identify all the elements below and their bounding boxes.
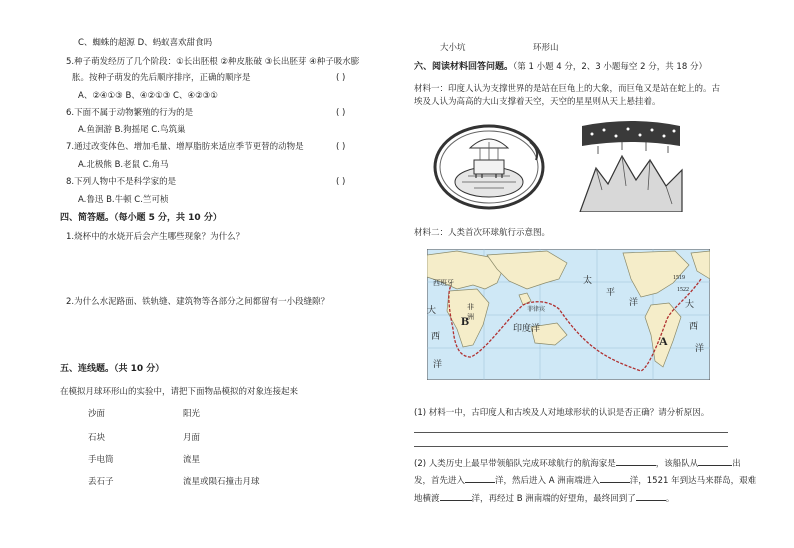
blank-second-ocean[interactable] <box>600 473 630 483</box>
section5-title: 五、连线题。（共 10 分） <box>60 364 165 374</box>
q5-text-line2: 胀。按种子萌发的先后顺序排序，正确的顺序是 <box>72 73 251 83</box>
map-label-a: A <box>659 334 668 348</box>
q2-text: (2) 人类历史上最早带领船队完成环球航行的航海家是 <box>414 459 616 469</box>
material1-line2: 埃及人认为高高的大山支撑着天空，天空的星星则从天上悬挂着。 <box>414 97 661 107</box>
question2-line2 <box>414 473 756 487</box>
section5-intro: 在模拟月球环形山的实验中，请把下面物品模拟的对象连接起来 <box>60 387 299 397</box>
q6-options: A.鱼洄游 B.狗摇尾 C.鸟筑巢 <box>78 125 186 135</box>
map-label-pacific: 太 <box>583 275 593 285</box>
question2-line3 <box>414 491 674 505</box>
q2-text: 洋，再经过 B 洲南端的好望角，最终回到了 <box>471 494 636 504</box>
map-label-africa: 非 <box>467 303 474 311</box>
match-target[interactable]: 月面 <box>183 433 201 443</box>
sky-canopy <box>582 121 680 146</box>
q2-text: ，该船队从 <box>655 459 699 469</box>
answer-line[interactable] <box>414 432 728 433</box>
map-label-atlantic-right: 洋 <box>695 343 705 353</box>
match-target[interactable]: 阳光 <box>183 409 201 419</box>
q2-text: 洋，1521 年到达马来群岛，艰难 <box>629 476 757 486</box>
blank-third-ocean[interactable] <box>440 491 472 501</box>
match-item[interactable]: 手电筒 <box>88 455 114 465</box>
q8-answer-paren[interactable]: ( ) <box>336 177 346 187</box>
q7-text: 7.通过改变体色、增加毛量、增厚脂肪来适应季节更替的动物是 <box>66 142 304 152</box>
match-item[interactable]: 石块 <box>88 433 106 443</box>
map-label-atlantic-left: 洋 <box>433 359 443 369</box>
q8-options: A.鲁迅 B.牛顿 C.竺可桢 <box>78 195 169 205</box>
question1: (1) 材料一中，古印度人和古埃及人对地球形状的认识是否正确？请分析原因。 <box>414 408 710 418</box>
top-item-crater: 环形山 <box>533 43 559 53</box>
q7-answer-paren[interactable]: ( ) <box>336 142 346 152</box>
answer-line[interactable] <box>414 446 728 447</box>
indian-cosmology-figure <box>430 120 548 212</box>
blank-return-country[interactable] <box>636 491 666 501</box>
q6-answer-paren[interactable]: ( ) <box>336 108 346 118</box>
q2-text: 出 <box>732 459 741 469</box>
map-label-atlantic-left: 大 <box>427 305 437 315</box>
material2: 材料二：人类首次环球航行示意图。 <box>414 228 551 238</box>
match-target[interactable]: 流星或陨石撞击月球 <box>183 477 260 487</box>
map-label-spain: 西班牙 <box>433 279 454 287</box>
blank-navigator[interactable] <box>616 456 656 466</box>
q2-text: 发，首先进入 <box>414 476 466 486</box>
question2-line1 <box>414 456 741 470</box>
q5-text-line1: 5.种子萌发经历了几个阶段：①长出胚根 ②种皮胀破 ③长出胚芽 ④种子吸水膨 <box>66 57 360 67</box>
egyptian-sky-figure <box>578 120 684 212</box>
map-label-1519: 1519 <box>673 275 685 281</box>
q7-options: A.北极熊 B.老鼠 C.角马 <box>78 160 169 170</box>
q8-text: 8.下列人物中不是科学家的是 <box>66 177 177 187</box>
map-label-1522: 1522 <box>677 287 689 293</box>
map-label-atlantic-right: 西 <box>689 321 699 331</box>
blank-first-ocean[interactable] <box>465 473 495 483</box>
elephant-body <box>474 160 504 174</box>
map-label-indian-ocean: 印度洋 <box>513 323 541 333</box>
blank-departure[interactable] <box>698 456 732 466</box>
section4-question1: 1.烧杯中的水烧开后会产生哪些现象？为什么？ <box>66 232 245 242</box>
q4-options-cd: C、蜘蛛的超源 D、蚂蚁喜欢甜食吗 <box>78 38 213 48</box>
material1-line1: 材料一：印度人认为支撑世界的是站在巨龟上的大象，而巨龟又是站在蛇上的。古 <box>414 84 721 94</box>
section6-title: 六、阅读材料回答问题。 <box>414 62 514 72</box>
map-label-atlantic-right: 大 <box>685 299 695 309</box>
map-label-b: B <box>461 314 470 328</box>
mountains <box>580 156 682 212</box>
q2-text: 地横渡 <box>414 494 440 504</box>
map-label-philippines: 菲律宾 <box>527 307 546 313</box>
q2-text: 洋，然后进入 A 洲南端进入 <box>495 476 600 486</box>
q5-answer-paren[interactable]: ( ) <box>336 73 346 83</box>
top-item-pits: 大小坑 <box>440 43 466 53</box>
section4-question2: 2.为什么水泥路面、铁轨缝、建筑物等各部分之间都留有一小段缝隙？ <box>66 297 330 307</box>
section6-heading <box>414 62 707 73</box>
section6-score: （第 1 小题 4 分，2、3 小题每空 2 分，共 18 分） <box>513 62 707 72</box>
circumnavigation-map <box>427 249 710 380</box>
star-strings <box>598 142 668 154</box>
match-item[interactable]: 丢石子 <box>88 477 114 487</box>
map-label-atlantic-left: 西 <box>431 331 441 341</box>
match-item[interactable]: 沙面 <box>88 409 106 419</box>
map-label-pacific: 平 <box>606 287 616 297</box>
map-label-africa: 洲 <box>467 313 474 321</box>
map-label-pacific: 洋 <box>629 297 639 307</box>
q2-text: 。 <box>665 494 675 504</box>
match-target[interactable]: 流星 <box>183 455 201 465</box>
q5-options: A、②④①③ B、④②①③ C、④②③① <box>78 91 218 101</box>
q6-text: 6.下面不属于动物繁殖的行为的是 <box>66 108 194 118</box>
section4-title: 四、简答题。（每小题 5 分，共 10 分） <box>60 213 222 223</box>
